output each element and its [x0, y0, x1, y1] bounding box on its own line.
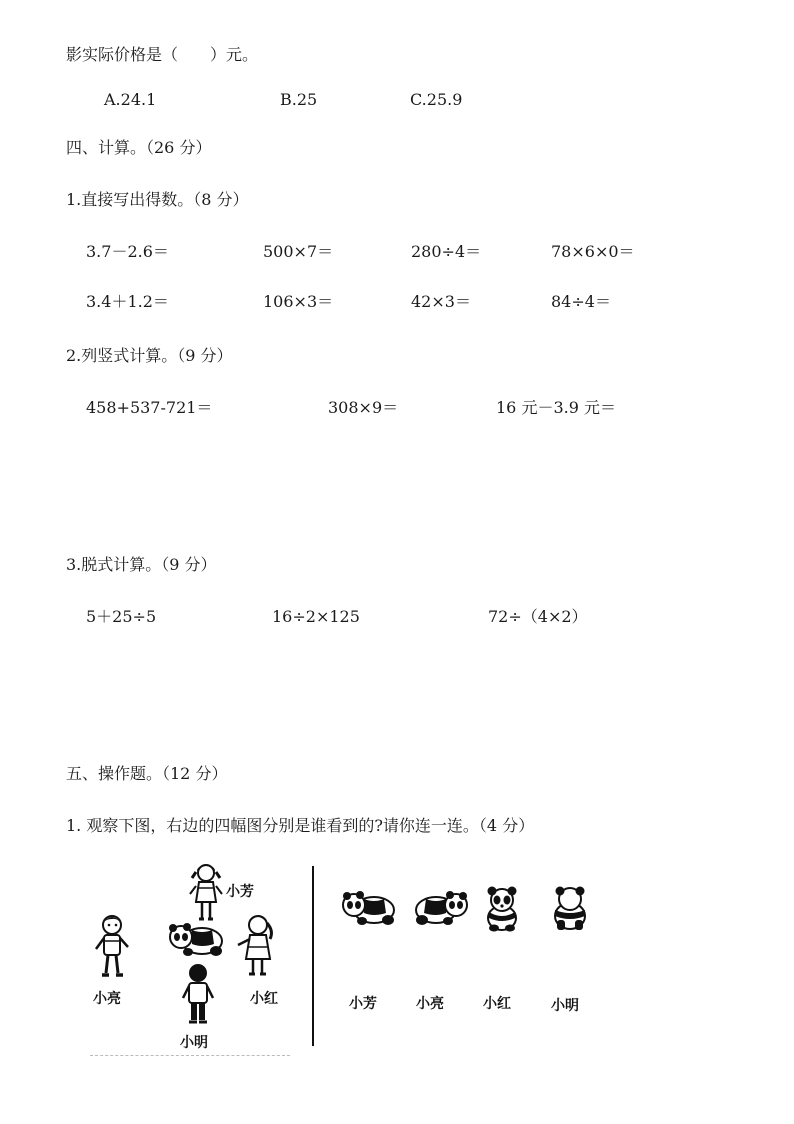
- calc-item: 78×6×0＝: [551, 242, 635, 261]
- scene-label-xiaohong: 小红: [250, 991, 278, 1007]
- boy-icon: [93, 913, 131, 981]
- option-a: A.24.1: [104, 90, 157, 109]
- calc-item: 106×3＝: [263, 292, 334, 311]
- stepwise-calc-item: 5＋25÷5: [86, 607, 157, 626]
- calc-item: 3.4＋1.2＝: [86, 292, 169, 311]
- scene-label-xiaoming: 小明: [180, 1035, 208, 1051]
- calc-item: 3.7－2.6＝: [86, 242, 169, 261]
- girl-icon: [188, 862, 224, 924]
- view-label-xiaohong: 小红: [483, 996, 511, 1012]
- option-b: B.25: [280, 90, 318, 109]
- section5-title: 五、操作题。（12 分）: [66, 764, 228, 783]
- view-label-xiaofang: 小芳: [349, 996, 377, 1012]
- q2-title: 2.列竖式计算。（9 分）: [66, 346, 233, 365]
- stepwise-calc-item: 16÷2×125: [272, 607, 360, 626]
- calc-item: 280÷4＝: [411, 242, 482, 261]
- option-c: C.25.9: [410, 90, 463, 109]
- panda-side-icon: [410, 888, 470, 928]
- panda-icon: [166, 920, 228, 958]
- vertical-calc-item: 458+537-721＝: [86, 398, 213, 417]
- calc-item: 42×3＝: [411, 292, 471, 311]
- calc-item: 500×7＝: [263, 242, 334, 261]
- girl-icon: [236, 913, 276, 979]
- stepwise-calc-item: 72÷（4×2）: [488, 607, 588, 626]
- panda-back-icon: [552, 886, 588, 932]
- question-text: 影实际价格是（ ）元。: [66, 45, 259, 64]
- boy-back-icon: [180, 962, 216, 1026]
- s5-q1-title: 1. 观察下图，右边的四幅图分别是谁看到的?请你连一连。（4 分）: [66, 816, 535, 835]
- section4-title: 四、计算。（26 分）: [66, 138, 212, 157]
- q3-title: 3.脱式计算。（9 分）: [66, 555, 217, 574]
- calc-item: 84÷4＝: [551, 292, 611, 311]
- scene-label-xiaofang: 小芳: [226, 884, 254, 900]
- view-label-xiaoliang: 小亮: [416, 996, 444, 1012]
- scene-label-xiaoliang: 小亮: [93, 991, 121, 1007]
- q1-title: 1.直接写出得数。（8 分）: [66, 190, 249, 209]
- view-label-xiaoming: 小明: [551, 998, 579, 1014]
- vertical-calc-item: 308×9＝: [328, 398, 399, 417]
- panda-front-icon: [484, 886, 520, 932]
- faint-dashed-line: [90, 1055, 290, 1056]
- panda-side-icon: [340, 888, 400, 928]
- vertical-divider: [312, 866, 314, 1046]
- vertical-calc-item: 16 元－3.9 元＝: [496, 398, 616, 417]
